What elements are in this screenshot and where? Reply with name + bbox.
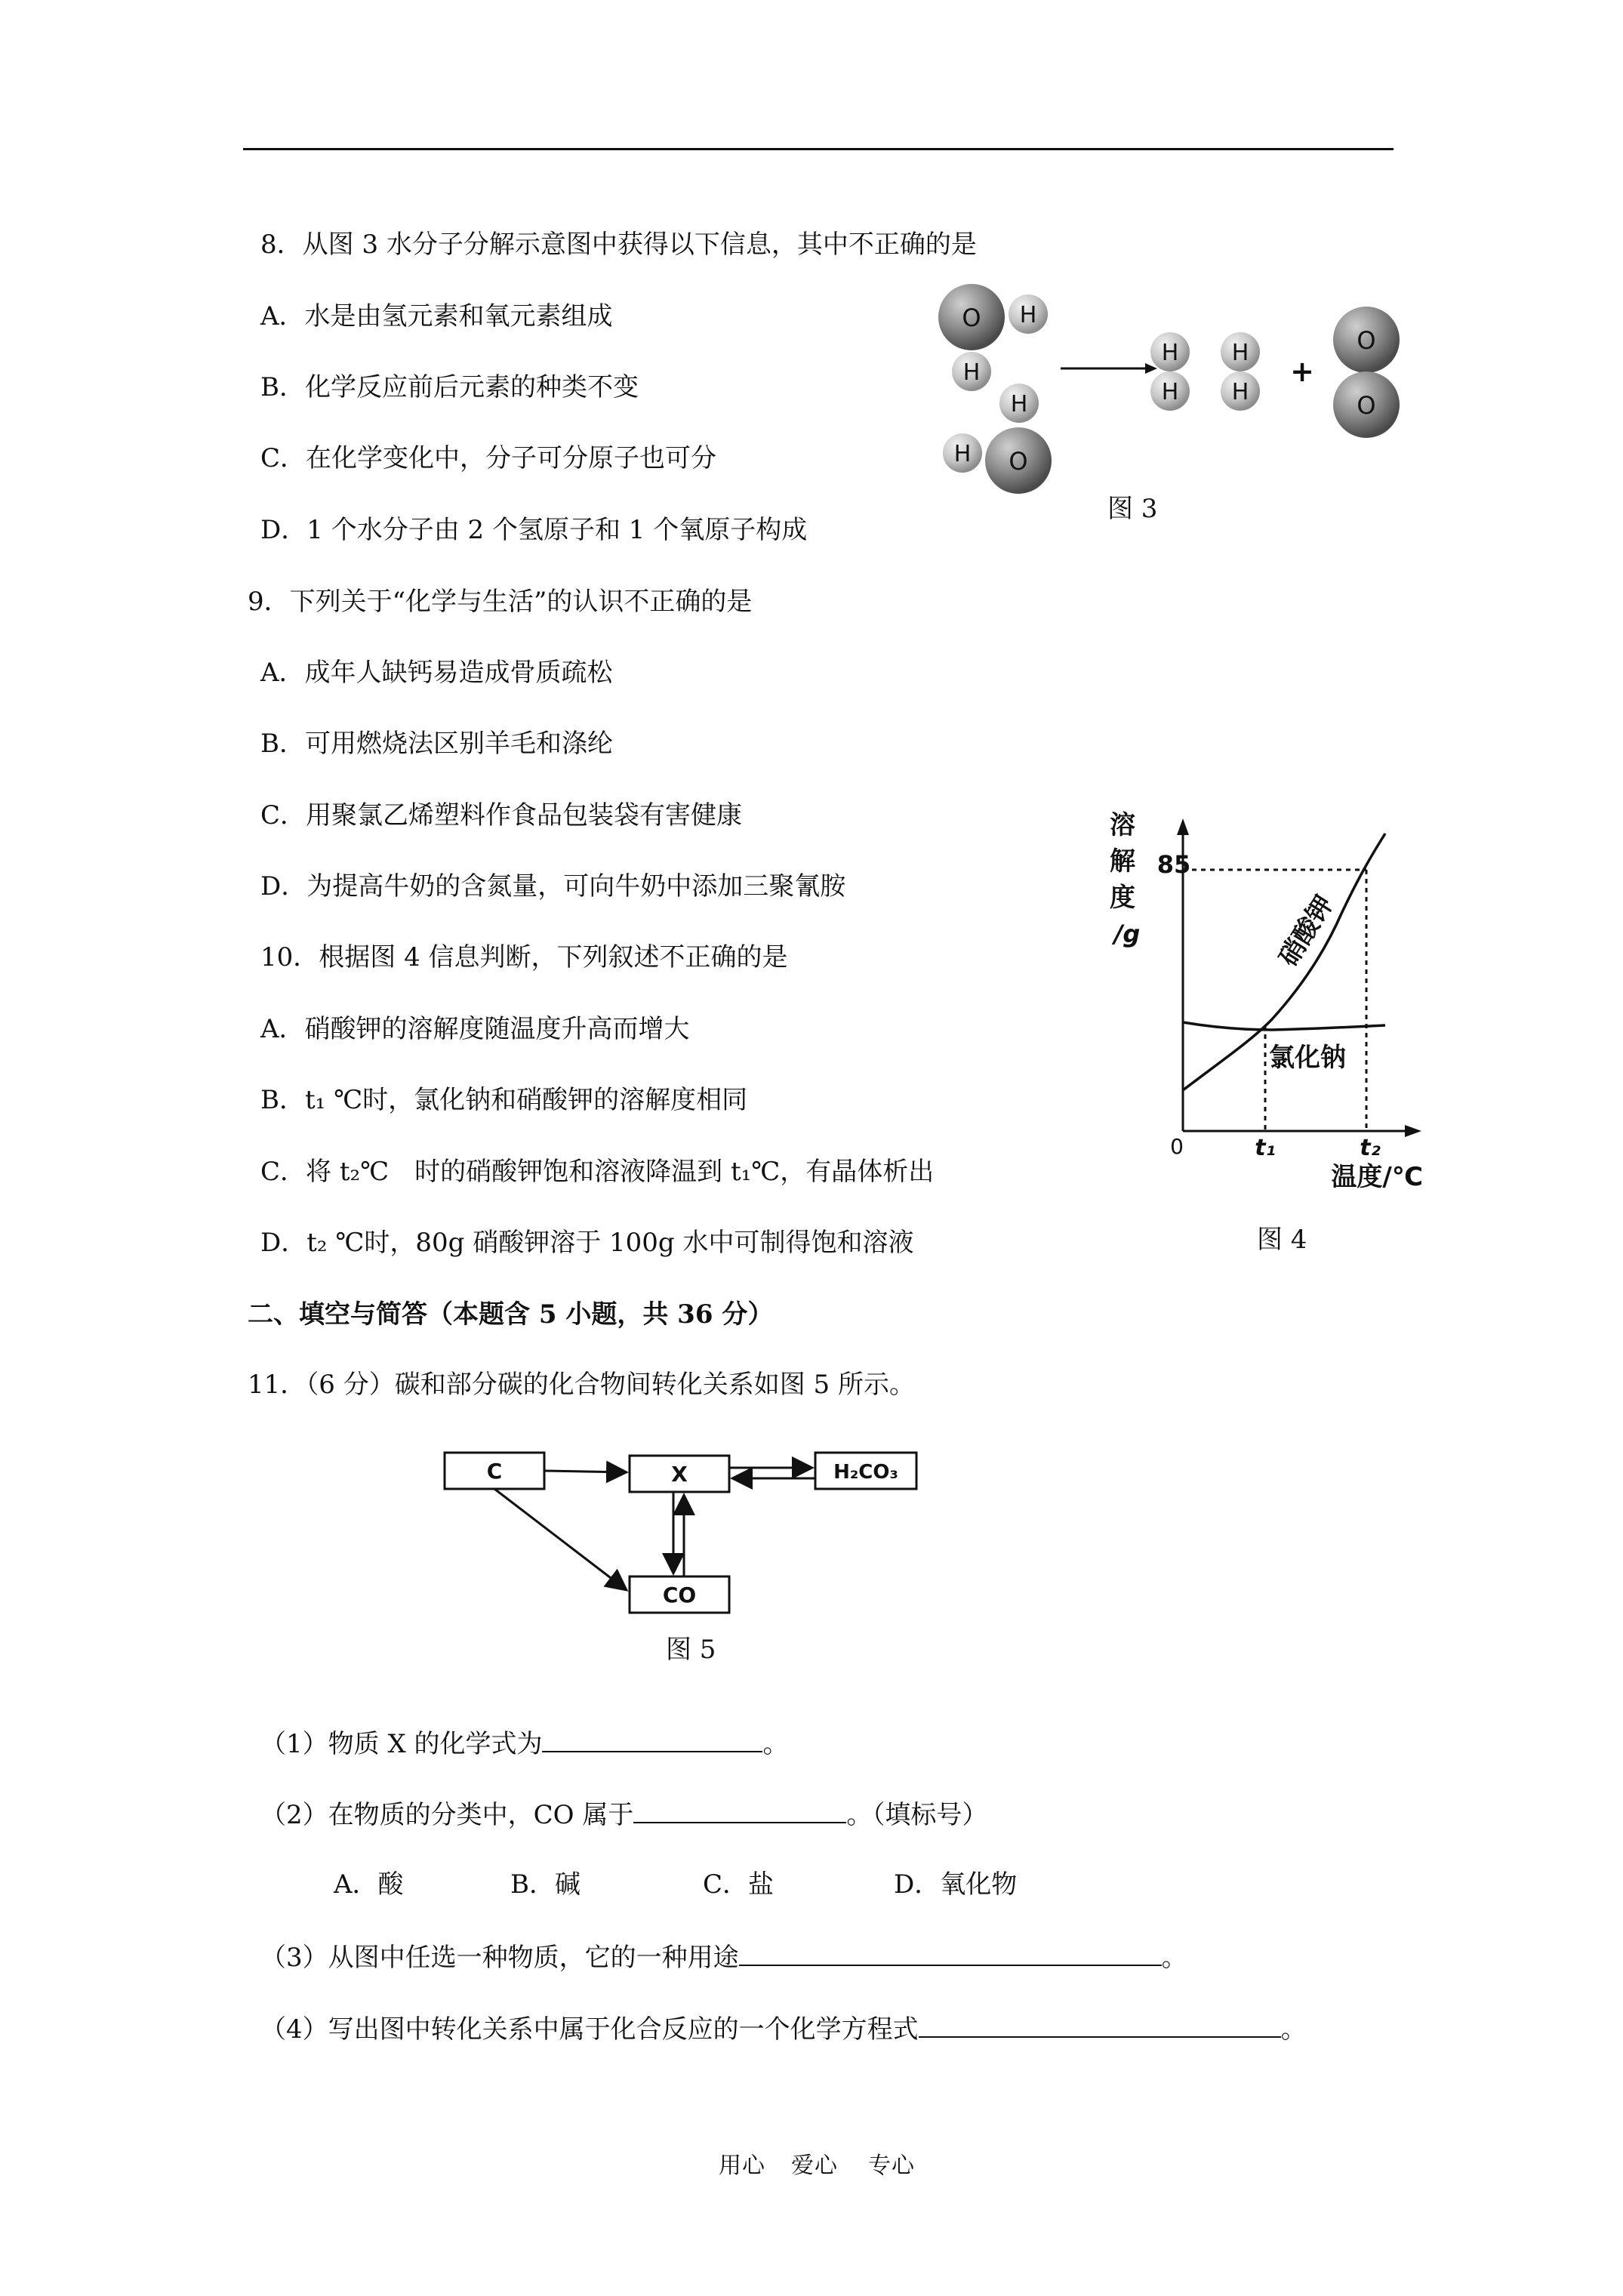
atom-label: H <box>1231 340 1249 366</box>
q11-sub4 <box>260 2011 1307 2046</box>
x-axis-arrow-icon <box>1405 1125 1421 1137</box>
q11-sub4-text: （4）写出图中转化关系中属于化合反应的一个化学方程式 <box>260 2014 919 2045</box>
q11-sub2-choice-a: A．酸 <box>334 1869 404 1900</box>
footer-part-1: 用心 <box>719 2153 765 2179</box>
atom-label: O <box>1357 326 1376 355</box>
nacl-series-label: 氯化钠 <box>1269 1043 1346 1073</box>
y-axis-label-char: 溶 <box>1110 810 1135 840</box>
box-co-label: CO <box>662 1583 697 1607</box>
hydrogen-molecule-1 <box>1150 332 1190 411</box>
figure-4-caption: 图 4 <box>1257 1225 1307 1255</box>
q10-stem: 10．根据图 4 信息判断，下列叙述不正确的是 <box>260 942 788 972</box>
q10-option-c: C．将 t₂℃ 时的硝酸钾饱和溶液降温到 t₁℃，有晶体析出 <box>260 1157 935 1187</box>
atom-label: H <box>1161 340 1179 366</box>
q11-sub2-choice-d: D．氧化物 <box>894 1869 1018 1900</box>
q11-sub1 <box>260 1725 788 1761</box>
q11-sub2 <box>260 1796 987 1832</box>
q11-sub4-blank[interactable] <box>919 2011 1281 2038</box>
atom-label: O <box>1357 391 1376 420</box>
figure-3-caption: 图 3 <box>1107 494 1158 524</box>
q8-option-b: B．化学反应前后元素的种类不变 <box>260 372 639 402</box>
q9-option-d: D．为提高牛奶的含氮量，可向牛奶中添加三聚氰胺 <box>260 871 846 901</box>
q9-stem: 9．下列关于“化学与生活”的认识不正确的是 <box>248 587 753 617</box>
q11-sub1-text: （1）物质 X 的化学式为 <box>260 1729 543 1759</box>
q11-sub1-end: 。 <box>762 1729 789 1759</box>
box-c-label: C <box>486 1459 503 1484</box>
plus-sign: + <box>1290 355 1314 388</box>
box-x-label: X <box>671 1462 688 1487</box>
atom-label: O <box>962 304 981 332</box>
section-title: 二、填空与简答（本题含 5 小题，共 36 分） <box>248 1299 774 1330</box>
q10-option-a: A．硝酸钾的溶解度随温度升高而增大 <box>260 1014 690 1044</box>
q11-sub3 <box>260 1939 1187 1974</box>
arrow-c-to-co <box>494 1489 627 1590</box>
q11-stem: 11．（6 分）碳和部分碳的化合物间转化关系如图 5 所示。 <box>248 1370 915 1400</box>
x-axis-label: 温度/℃ <box>1331 1162 1423 1192</box>
y-axis-label-char: 解 <box>1110 846 1135 877</box>
atom-label: H <box>953 441 972 467</box>
q8-option-c: C．在化学变化中，分子可分原子也可分 <box>260 443 717 473</box>
q11-sub3-text: （3）从图中任选一种物质，它的一种用途 <box>260 1943 739 1973</box>
q10-option-b: B．t₁ ℃时，氯化钠和硝酸钾的溶解度相同 <box>260 1085 748 1115</box>
atom-label: H <box>1161 379 1179 405</box>
atom-label: H <box>1010 391 1028 418</box>
x-tick-t2: t₂ <box>1360 1135 1381 1161</box>
hydrogen-molecule-2 <box>1221 332 1260 411</box>
q11-sub1-blank[interactable] <box>542 1725 762 1752</box>
box-h2co3-label: H₂CO₃ <box>833 1461 898 1484</box>
q11-sub2-choice-c: C．盐 <box>703 1869 775 1900</box>
header-rule <box>243 148 1394 150</box>
footer-part-2: 爱心 <box>791 2153 838 2179</box>
q11-sub3-end: 。 <box>1161 1943 1187 1973</box>
water-molecule-2 <box>943 384 1052 494</box>
q10-option-d: D．t₂ ℃时，80g 硝酸钾溶于 100g 水中可制得饱和溶液 <box>260 1228 914 1258</box>
kno3-series-label: 硝酸钾 <box>1273 890 1340 972</box>
oxygen-molecule <box>1333 307 1400 438</box>
q11-sub2-text: （2）在物质的分类中，CO 属于 <box>260 1800 634 1830</box>
q11-sub3-blank[interactable] <box>739 1939 1162 1966</box>
y-tick-85: 85 <box>1156 850 1191 879</box>
solubility-chart <box>1098 800 1431 1193</box>
q8-option-d: D．1 个水分子由 2 个氢原子和 1 个氧原子构成 <box>260 515 808 545</box>
arrow-c-to-x <box>544 1471 627 1472</box>
atom-label: H <box>1019 302 1037 328</box>
nacl-curve <box>1183 1022 1385 1030</box>
atom-label: O <box>1009 447 1028 476</box>
carbon-conversion-diagram <box>438 1442 929 1623</box>
q11-sub2-blank[interactable] <box>633 1796 846 1823</box>
x-tick-t1: t₁ <box>1255 1135 1276 1161</box>
water-molecule-1 <box>938 284 1048 391</box>
q9-option-b: B．可用燃烧法区别羊毛和涤纶 <box>260 729 613 759</box>
water-decomposition-figure <box>932 279 1423 498</box>
figure-5-caption: 图 5 <box>666 1635 716 1665</box>
atom-label: H <box>1231 379 1249 405</box>
q11-sub4-end: 。 <box>1280 2014 1307 2045</box>
q8-option-a: A．水是由氢元素和氧元素组成 <box>260 301 613 331</box>
q8-stem: 8．从图 3 水分子分解示意图中获得以下信息，其中不正确的是 <box>260 230 977 260</box>
y-axis-arrow-icon <box>1177 818 1189 835</box>
q11-sub2-end: 。（填标号） <box>846 1800 988 1830</box>
origin-label: 0 <box>1170 1134 1184 1159</box>
q11-sub2-choice-b: B．碱 <box>510 1869 581 1900</box>
footer-part-3: 专心 <box>868 2153 915 2179</box>
y-axis-label-char: 度 <box>1110 883 1135 913</box>
q9-option-a: A．成年人缺钙易造成骨质疏松 <box>260 658 613 688</box>
q9-option-c: C．用聚氯乙烯塑料作食品包装袋有害健康 <box>260 800 743 831</box>
atom-label: H <box>962 359 981 386</box>
y-axis-label-char: /g <box>1113 920 1141 948</box>
